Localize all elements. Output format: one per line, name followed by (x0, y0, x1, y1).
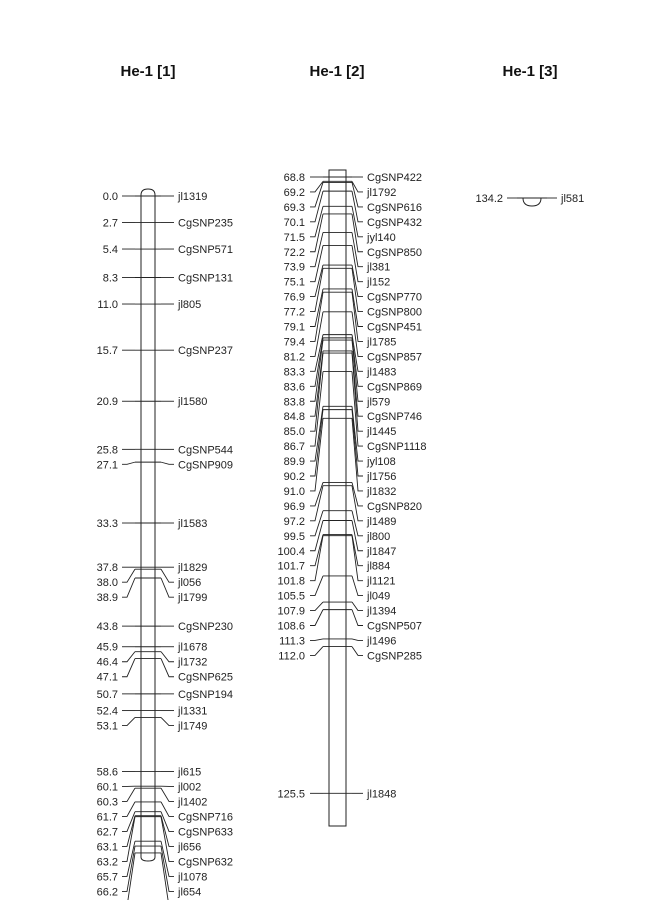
marker-connector-right (161, 578, 174, 597)
marker-position: 89.9 (283, 456, 305, 469)
chromosome-bar-3 (523, 198, 541, 206)
marker-name: CgSNP544 (178, 444, 234, 457)
marker-connector-right (352, 602, 363, 611)
marker-name: jl1445 (367, 426, 397, 439)
marker-connector-left (122, 802, 135, 817)
group-title-3: He-1 [3] (502, 63, 558, 80)
marker-position: 100.4 (277, 545, 305, 558)
marker-position: 108.6 (277, 620, 305, 633)
marker-name: jl1483 (367, 366, 397, 379)
marker-name: CgSNP451 (367, 321, 423, 334)
marker-name: jl615 (178, 766, 202, 779)
marker-name: CgSNP633 (178, 826, 234, 839)
marker-position: 96.9 (283, 500, 305, 513)
marker-connector-left (122, 578, 135, 597)
marker-name: jl1580 (178, 396, 208, 409)
marker-name: CgSNP716 (178, 811, 234, 824)
marker-name: CgSNP850 (367, 246, 423, 259)
marker-position: 77.2 (283, 306, 305, 319)
marker-position: 47.1 (96, 671, 118, 684)
marker-name: jl002 (178, 781, 202, 794)
marker-position: 69.2 (283, 186, 305, 199)
marker-position: 69.3 (283, 201, 305, 214)
marker-position: 134.2 (475, 193, 503, 205)
marker-connector-right (161, 462, 174, 464)
marker-position: 84.8 (283, 411, 305, 424)
marker-position: 15.7 (96, 345, 118, 358)
marker-position: 101.8 (277, 575, 305, 588)
marker-name: jl1732 (178, 656, 208, 669)
marker-position: 43.8 (96, 621, 118, 634)
marker-name: CgSNP507 (367, 620, 423, 633)
marker-position: 125.5 (277, 788, 305, 801)
marker-position: 75.1 (283, 276, 305, 289)
marker-name: jl1848 (367, 788, 397, 801)
marker-name: jl805 (178, 299, 202, 312)
marker-position: 25.8 (96, 444, 118, 457)
marker-position: 8.3 (102, 272, 118, 285)
marker-position: 58.6 (96, 766, 118, 779)
marker-name: CgSNP230 (178, 621, 234, 634)
marker-position: 63.1 (96, 841, 118, 854)
marker-position: 50.7 (96, 688, 118, 701)
marker-position: 62.7 (96, 826, 118, 839)
marker-position: 83.3 (283, 366, 305, 379)
marker-name: jyl108 (367, 456, 396, 469)
marker-position: 99.5 (283, 530, 305, 543)
marker-position: 38.0 (96, 577, 118, 590)
marker-connector-left (310, 610, 323, 626)
marker-connector-left (122, 569, 135, 582)
marker-connector-right (161, 788, 174, 801)
marker-position: 52.4 (96, 705, 118, 718)
marker-name: CgSNP632 (178, 856, 234, 869)
marker-name: CgSNP422 (367, 172, 423, 184)
linkage-group-1 (97, 191, 233, 900)
marker-name: jl581 (561, 193, 585, 205)
marker-connector-right (352, 182, 363, 206)
marker-name: CgSNP285 (367, 650, 423, 663)
group-title-2: He-1 [2] (309, 63, 365, 80)
marker-connector-left (310, 232, 323, 266)
marker-connector-right (161, 802, 174, 817)
marker-position: 60.3 (96, 796, 118, 809)
marker-position: 105.5 (277, 590, 305, 603)
marker-name: jl579 (367, 396, 391, 409)
marker-connector-left (310, 351, 323, 416)
marker-connector-left (122, 659, 135, 677)
marker-position: 112.0 (278, 650, 305, 663)
chromosome-bar-1 (141, 189, 155, 861)
marker-name: CgSNP235 (178, 217, 234, 230)
marker-position: 111.3 (279, 635, 305, 648)
marker-position: 20.9 (96, 396, 118, 409)
marker-name: jl1121 (367, 575, 396, 588)
marker-name: jl1832 (367, 485, 397, 498)
marker-position: 45.9 (96, 641, 118, 654)
marker-connector-right (352, 610, 363, 626)
marker-name: jl1331 (178, 705, 208, 718)
marker-connector-left (310, 647, 323, 656)
marker-name: jl1319 (178, 191, 208, 203)
marker-name: jl1799 (178, 592, 208, 605)
marker-connector-right (352, 639, 363, 640)
marker-name: CgSNP625 (178, 671, 234, 684)
marker-name: CgSNP616 (367, 201, 423, 214)
marker-name: jl1785 (367, 336, 397, 349)
marker-name: CgSNP770 (367, 291, 423, 304)
marker-name: CgSNP237 (178, 345, 234, 358)
marker-position: 66.2 (96, 886, 118, 899)
marker-position: 0.0 (102, 191, 118, 203)
marker-position: 38.9 (96, 592, 118, 605)
marker-connector-left (310, 639, 323, 640)
marker-connector-left (310, 245, 323, 281)
marker-name: CgSNP194 (178, 688, 234, 701)
marker-position: 27.1 (96, 459, 118, 472)
marker-connector-left (310, 576, 323, 596)
marker-connector-left (122, 788, 135, 801)
marker-position: 73.9 (283, 261, 305, 274)
marker-position: 85.0 (283, 426, 305, 439)
marker-position: 37.8 (96, 562, 118, 575)
marker-position: 72.2 (283, 246, 305, 259)
marker-name: jl1402 (178, 796, 208, 809)
marker-name: jl1756 (367, 471, 397, 483)
marker-name: CgSNP432 (367, 216, 423, 229)
marker-name: CgSNP857 (367, 351, 423, 364)
marker-connector-right (161, 652, 174, 662)
marker-name: jl381 (367, 261, 391, 274)
marker-position: 107.9 (277, 605, 305, 618)
marker-position: 86.7 (283, 441, 305, 454)
marker-connector-left (310, 602, 323, 611)
group-title-1: He-1 [1] (120, 63, 176, 80)
marker-position: 97.2 (283, 515, 305, 528)
marker-name: jl056 (178, 577, 202, 590)
marker-name: jl152 (367, 276, 391, 289)
marker-connector-right (352, 647, 363, 656)
linkage-group-2 (277, 172, 426, 800)
marker-position: 33.3 (96, 518, 118, 531)
marker-position: 46.4 (96, 656, 118, 669)
marker-position: 83.6 (283, 381, 305, 394)
marker-position: 91.0 (283, 485, 305, 498)
marker-name: jl1489 (367, 515, 397, 528)
marker-name: CgSNP746 (367, 411, 423, 424)
marker-position: 11.0 (97, 299, 118, 312)
marker-position: 101.7 (277, 560, 305, 573)
marker-position: 90.2 (283, 471, 305, 483)
marker-name: CgSNP800 (367, 306, 423, 319)
marker-name: jl800 (367, 530, 391, 543)
marker-position: 76.9 (283, 291, 305, 304)
marker-position: 5.4 (102, 244, 118, 257)
marker-name: CgSNP869 (367, 381, 423, 394)
marker-name: jl1829 (178, 562, 208, 575)
marker-connector-right (352, 511, 363, 536)
marker-position: 71.5 (283, 231, 305, 244)
marker-name: jyl140 (367, 231, 396, 244)
marker-position: 79.1 (283, 321, 305, 334)
marker-connector-right (161, 569, 174, 582)
marker-connector-left (122, 717, 135, 725)
marker-connector-right (161, 717, 174, 725)
marker-position: 81.2 (283, 351, 305, 364)
marker-name: jl654 (178, 886, 202, 899)
marker-name: jl1496 (367, 635, 397, 648)
marker-name: jl1678 (178, 641, 208, 654)
marker-name: jl1583 (178, 518, 208, 531)
marker-position: 68.8 (283, 172, 305, 184)
marker-name: jl884 (367, 560, 391, 573)
marker-connector-left (310, 535, 323, 566)
marker-name: CgSNP909 (178, 459, 234, 472)
marker-connector-left (122, 462, 135, 464)
marker-name: jl656 (178, 841, 202, 854)
marker-connector-left (122, 652, 135, 662)
marker-name: jl049 (367, 590, 391, 603)
marker-name: CgSNP820 (367, 500, 423, 513)
marker-connector-left (310, 181, 323, 192)
marker-position: 60.1 (96, 781, 118, 794)
marker-connector-left (310, 182, 323, 206)
marker-position: 65.7 (96, 871, 118, 884)
marker-position: 53.1 (96, 720, 118, 733)
marker-position: 61.7 (96, 811, 118, 824)
marker-name: CgSNP571 (178, 244, 234, 257)
marker-position: 79.4 (283, 336, 305, 349)
marker-position: 70.1 (283, 216, 305, 229)
marker-connector-right (161, 659, 174, 677)
marker-name: CgSNP131 (178, 272, 234, 285)
marker-position: 83.8 (283, 396, 305, 409)
marker-name: jl1394 (367, 605, 397, 618)
marker-name: jl1078 (178, 871, 208, 884)
marker-name: jl1792 (367, 186, 397, 199)
marker-name: jl1749 (178, 720, 208, 733)
marker-position: 2.7 (102, 217, 118, 230)
marker-name: jl1847 (367, 545, 397, 558)
marker-name: CgSNP1118 (367, 441, 427, 454)
marker-position: 63.2 (96, 856, 118, 869)
